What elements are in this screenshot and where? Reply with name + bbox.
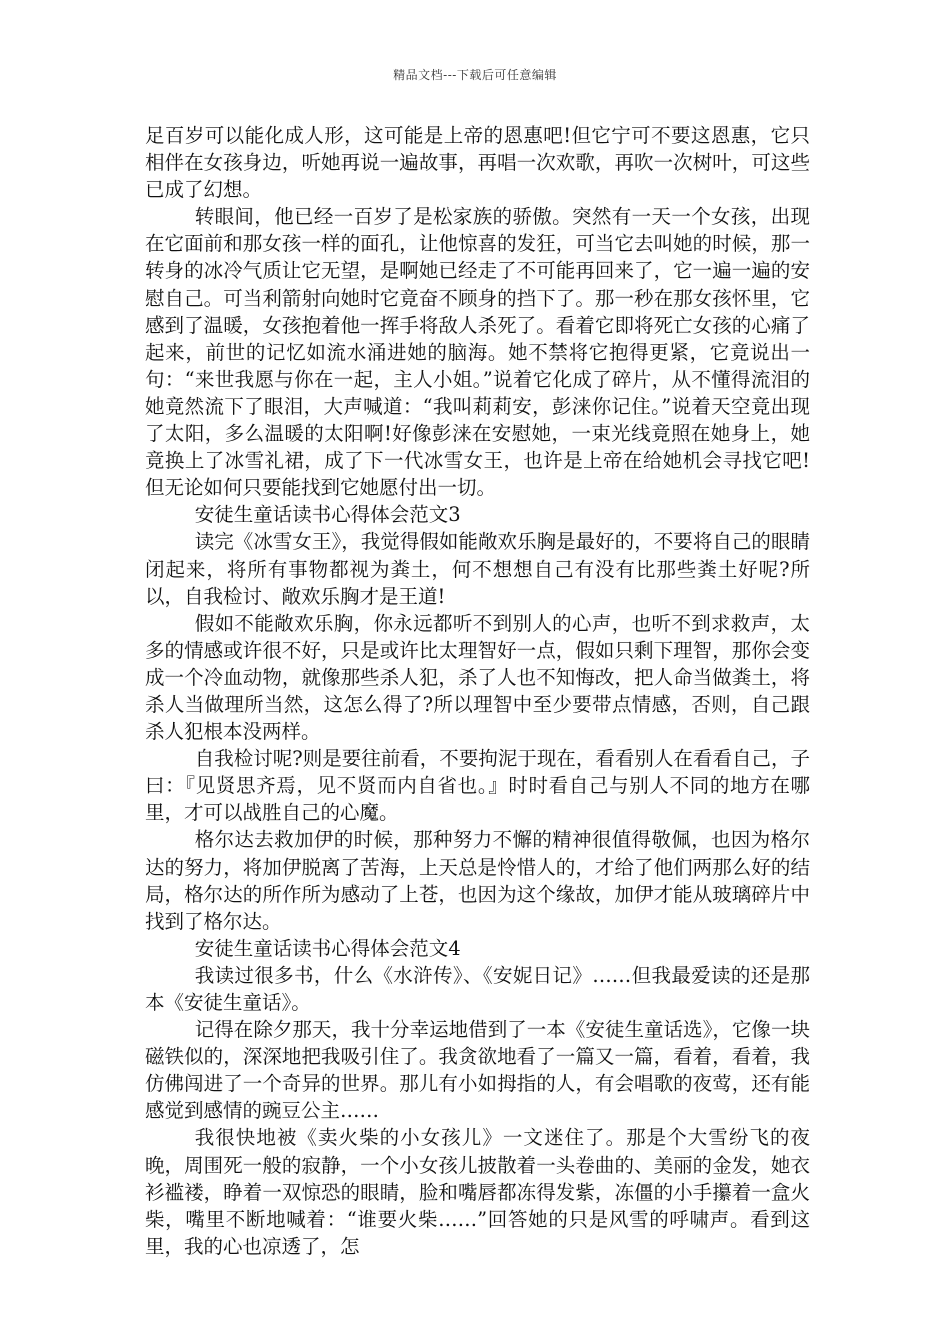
paragraph: 我读过很多书，什么《水浒传》、《安妮日记》……但我最爱读的还是那本《安徒生童话》。 xyxy=(145,963,810,1014)
document-body xyxy=(145,122,810,1260)
paragraph: 足百岁可以能化成人形，这可能是上帝的恩惠吧!但它宁可不要这恩惠，它只相伴在女孩身边，听她再说一遍故事，再唱一次欢歌，再吹一次树叶，可这些已成了幻想。 xyxy=(145,124,810,202)
paragraph: 假如不能敞欢乐胸，你永远都听不到别人的心声，也听不到求救声，太多的情感或许很不好，只是或许比太理智好一点，假如只剩下理智，那你会变成一个冷血动物，就像那些杀人犯，杀了人也不知悔改，把人命当做粪土，将杀人当做理所当然，这怎么得了?所以理智中至少要带点情感，否则，自己跟杀人犯根本没两样。 xyxy=(145,611,810,744)
paragraph: 读完《冰雪女王》，我觉得假如能敞欢乐胸是最好的，不要将自己的眼睛闭起来，将所有事物都视为粪土，何不想想自己有没有比那些粪土好呢?所以，自我检讨、敞欢乐胸才是王道! xyxy=(145,530,810,608)
section-heading: 安徒生童话读书心得体会范文3 xyxy=(194,503,461,527)
paragraph: 转眼间，他已经一百岁了是松家族的骄傲。突然有一天一个女孩，出现在它面前和那女孩一样的面孔，让他惊喜的发狂，可当它去叫她的时候，那一转身的冰冷气质让它无望，是啊她已经走了不可能再回来了，它一遍一遍的安慰自己。可当利箭射向她时它竟奋不顾身的挡下了。那一秒在那女孩怀里，它感到了温暖，女孩抱着他一挥手将敌人杀死了。看着它即将死亡女孩的心痛了起来，前世的记忆如流水涌进她的脑海。她不禁将它抱得更紧，它竟说出一句：“来世我愿与你在一起，主人小姐。”说着它化成了碎片，从不懂得流泪的她竟然流下了眼泪，大声喊道：“我叫莉莉安，彭涞你记住。”说着天空竟出现了太阳，多么温暖的太阳啊!好像彭涞在安慰她，一束光线竟照在她身上，她竟换上了冰雪礼裙，成了下一代冰雪女王，也许是上帝在给她机会寻找它吧!但无论如何只要能找到它她愿付出一切。 xyxy=(145,205,810,500)
section-heading: 安徒生童话读书心得体会范文4 xyxy=(194,936,461,960)
paragraph: 记得在除夕那天，我十分幸运地借到了一本《安徒生童话选》，它像一块磁铁似的，深深地把我吸引住了。我贪欲地看了一篇又一篇，看着，看着，我仿佛闯进了一个奇异的世界。那儿有小如拇指的人，有会唱歌的夜莺，还有能感觉到感情的豌豆公主…… xyxy=(145,1018,810,1123)
paragraph: 我很快地被《卖火柴的小女孩儿》一文迷住了。那是个大雪纷飞的夜晚，周围死一般的寂静，一个小女孩儿披散着一头卷曲的、美丽的金发，她衣衫褴褛，睁着一双惊恐的眼睛，脸和嘴唇都冻得发紫，冻僵的小手攥着一盒火柴，嘴里不断地喊着：“谁要火柴……”回答她的只是风雪的呼啸声。看到这里，我的心也凉透了，怎 xyxy=(145,1126,810,1258)
paragraph: 格尔达去救加伊的时候，那种努力不懈的精神很值得敬佩，也因为格尔达的努力，将加伊脱离了苦海，上天总是怜惜人的，才给了他们两那么好的结局，格尔达的所作所为感动了上苍，也因为这个缘故，加伊才能从玻璃碎片中找到了格尔达。 xyxy=(145,828,810,933)
paragraph: 自我检讨呢?则是要往前看，不要拘泥于现在，看看别人在看看自己，子曰：『见贤思齐焉，见不贤而内自省也。』时时看自己与别人不同的地方在哪里，才可以战胜自己的心魔。 xyxy=(145,747,810,825)
page-header: 精品文档---下载后可任意编辑 xyxy=(393,68,557,82)
